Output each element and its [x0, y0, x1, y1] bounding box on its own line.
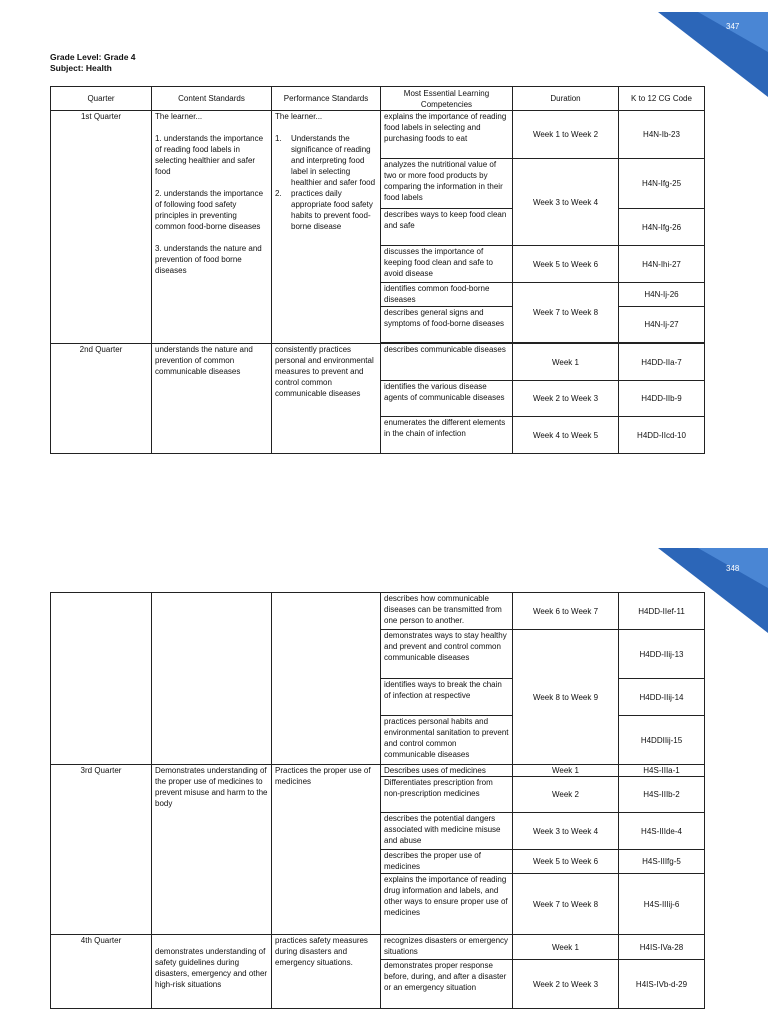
competency-cell: describes how communicable diseases can be transmitted from one person to another.: [381, 593, 513, 630]
duration-cell: Week 3 to Week 4: [513, 159, 619, 246]
code-cell: H4N-Ij-26: [619, 283, 705, 307]
content-item: 2. understands the importance of following food safety principles in preventing common food-borne diseases: [155, 189, 264, 231]
content-standards-cell: demonstrates understanding of safety guidelines during disasters, emergency and other high-risk situations: [152, 935, 272, 1009]
page-number: 348: [726, 564, 740, 573]
page-number: 347: [726, 22, 740, 31]
duration-cell: Week 1: [513, 935, 619, 960]
code-cell: H4S-IIIfg-5: [619, 850, 705, 874]
competency-cell: identifies the various disease agents of communicable diseases: [381, 381, 513, 417]
performance-standards-cell: Practices the proper use of medicines: [272, 765, 381, 935]
content-standards-cell: Demonstrates understanding of the proper use of medicines to prevent misuse and harm to the body: [152, 765, 272, 935]
code-cell: H4DD-IIcd-10: [619, 417, 705, 454]
code-cell: H4DD-IIij-13: [619, 630, 705, 679]
code-cell: H4N-Ij-27: [619, 307, 705, 343]
content-standards-cell-empty: [152, 593, 272, 765]
competency-cell: Describes uses of medicines: [381, 765, 513, 777]
code-cell: H4N-Ib-23: [619, 111, 705, 159]
performance-standards-cell: practices safety measures during disasters and emergency situations.: [272, 935, 381, 1009]
duration-cell: Week 2 to Week 3: [513, 381, 619, 417]
code-cell: H4S-IIIde-4: [619, 813, 705, 850]
duration-cell: Week 7 to Week 8: [513, 874, 619, 935]
table-row: [51, 593, 705, 630]
header-performance-standards: Performance Standards: [272, 87, 381, 111]
competency-cell: enumerates the different elements in the chain of infection: [381, 417, 513, 454]
quarter-cell: 3rd Quarter: [51, 765, 152, 935]
duration-cell: Week 2: [513, 777, 619, 813]
duration-cell: Week 6 to Week 7: [513, 593, 619, 630]
quarter-cell: 4th Quarter: [51, 935, 152, 1009]
table-row: [51, 111, 705, 159]
competency-cell: describes the proper use of medicines: [381, 850, 513, 874]
competency-cell: recognizes disasters or emergency situations: [381, 935, 513, 960]
competency-cell: describes ways to keep food clean and safe: [381, 209, 513, 246]
performance-standards-cell: consistently practices personal and environmental measures to prevent and control common communicable diseases: [272, 344, 381, 454]
quarter-cell-empty: [51, 593, 152, 765]
performance-standards-cell: [272, 111, 381, 344]
competency-cell: identifies ways to break the chain of infection at respective: [381, 679, 513, 716]
competency-cell: practices personal habits and environmental sanitation to prevent and control common communicable diseases: [381, 716, 513, 765]
quarter-cell: 2nd Quarter: [51, 344, 152, 454]
code-cell: H4DDIIij-15: [619, 716, 705, 765]
code-cell: H4N-Ifg-26: [619, 209, 705, 246]
page-348: [0, 548, 768, 1024]
content-standards-cell: understands the nature and prevention of common communicable diseases: [152, 344, 272, 454]
competency-cell: discusses the importance of keeping food clean and safe to avoid disease: [381, 246, 513, 283]
competency-cell: Differentiates prescription from non-prescription medicines: [381, 777, 513, 813]
duration-cell: Week 7 to Week 8: [513, 283, 619, 343]
competency-cell: identifies common food-borne diseases: [381, 283, 513, 307]
perf-item: 1. Understands the significance of reading and interpreting food label in selecting healthier and safer food: [275, 134, 376, 187]
competency-cell: analyzes the nutritional value of two or more food products by comparing the information in their food labels: [381, 159, 513, 209]
header-duration: Duration: [513, 87, 619, 111]
duration-cell: Week 2 to Week 3: [513, 960, 619, 1009]
perf-intro: The learner...: [275, 112, 323, 121]
duration-cell: Week 1 to Week 2: [513, 111, 619, 159]
quarter-cell: 1st Quarter: [51, 111, 152, 344]
table-header-row: [51, 87, 705, 111]
header-content-standards: Content Standards: [152, 87, 272, 111]
content-item: 1. understands the importance of reading food labels in selecting healthier and safer food: [155, 134, 264, 176]
duration-cell: Week 1: [513, 344, 619, 381]
code-cell: H4N-Ihi-27: [619, 246, 705, 283]
table-row: [51, 344, 705, 381]
competency-cell: describes the potential dangers associated with medicine misuse and abuse: [381, 813, 513, 850]
header-cg-code: K to 12 CG Code: [619, 87, 705, 111]
duration-cell: Week 4 to Week 5: [513, 417, 619, 454]
code-cell: H4DD-IIa-7: [619, 344, 705, 381]
duration-cell: Week 5 to Week 6: [513, 246, 619, 283]
duration-cell: Week 1: [513, 765, 619, 777]
header-competencies: Most Essential Learning Competencies: [381, 87, 513, 111]
code-cell: H4S-IIIa-1: [619, 765, 705, 777]
competency-cell: explains the importance of reading drug information and labels, and other ways to ensure proper use of medicines: [381, 874, 513, 935]
curriculum-table: [50, 86, 705, 454]
document-header: [50, 52, 136, 74]
content-standards-cell: [152, 111, 272, 344]
code-cell: H4N-Ifg-25: [619, 159, 705, 209]
duration-cell: Week 8 to Week 9: [513, 630, 619, 765]
code-cell: H4IS-IVa-28: [619, 935, 705, 960]
subject-label: Subject: Health: [50, 63, 112, 73]
curriculum-table-continued: [50, 592, 705, 1009]
content-intro: The learner...: [155, 112, 203, 121]
competency-cell: demonstrates proper response before, during, and after a disaster or an emergency situation: [381, 960, 513, 1009]
table-row: [51, 765, 705, 777]
competency-cell: explains the importance of reading food labels in selecting and purchasing foods to eat: [381, 111, 513, 159]
code-cell: H4S-IIIij-6: [619, 874, 705, 935]
performance-standards-cell-empty: [272, 593, 381, 765]
competency-cell: describes general signs and symptoms of food-borne diseases: [381, 307, 513, 343]
code-cell: H4DD-IIij-14: [619, 679, 705, 716]
code-cell: H4DD-IIb-9: [619, 381, 705, 417]
duration-cell: Week 3 to Week 4: [513, 813, 619, 850]
code-cell: H4DD-IIef-11: [619, 593, 705, 630]
competency-cell: describes communicable diseases: [381, 344, 513, 381]
code-cell: H4S-IIIb-2: [619, 777, 705, 813]
page-347: [0, 0, 768, 470]
header-quarter: Quarter: [51, 87, 152, 111]
duration-cell: Week 5 to Week 6: [513, 850, 619, 874]
perf-item: 2. practices daily appropriate food safety habits to prevent food-borne disease: [275, 189, 373, 231]
code-cell: H4IS-IVb-d-29: [619, 960, 705, 1009]
grade-level-label: Grade Level: Grade 4: [50, 52, 136, 62]
content-item: 3. understands the nature and prevention of food borne diseases: [155, 244, 262, 275]
competency-cell: demonstrates ways to stay healthy and prevent and control common communicable diseases: [381, 630, 513, 679]
table-row: [51, 935, 705, 960]
